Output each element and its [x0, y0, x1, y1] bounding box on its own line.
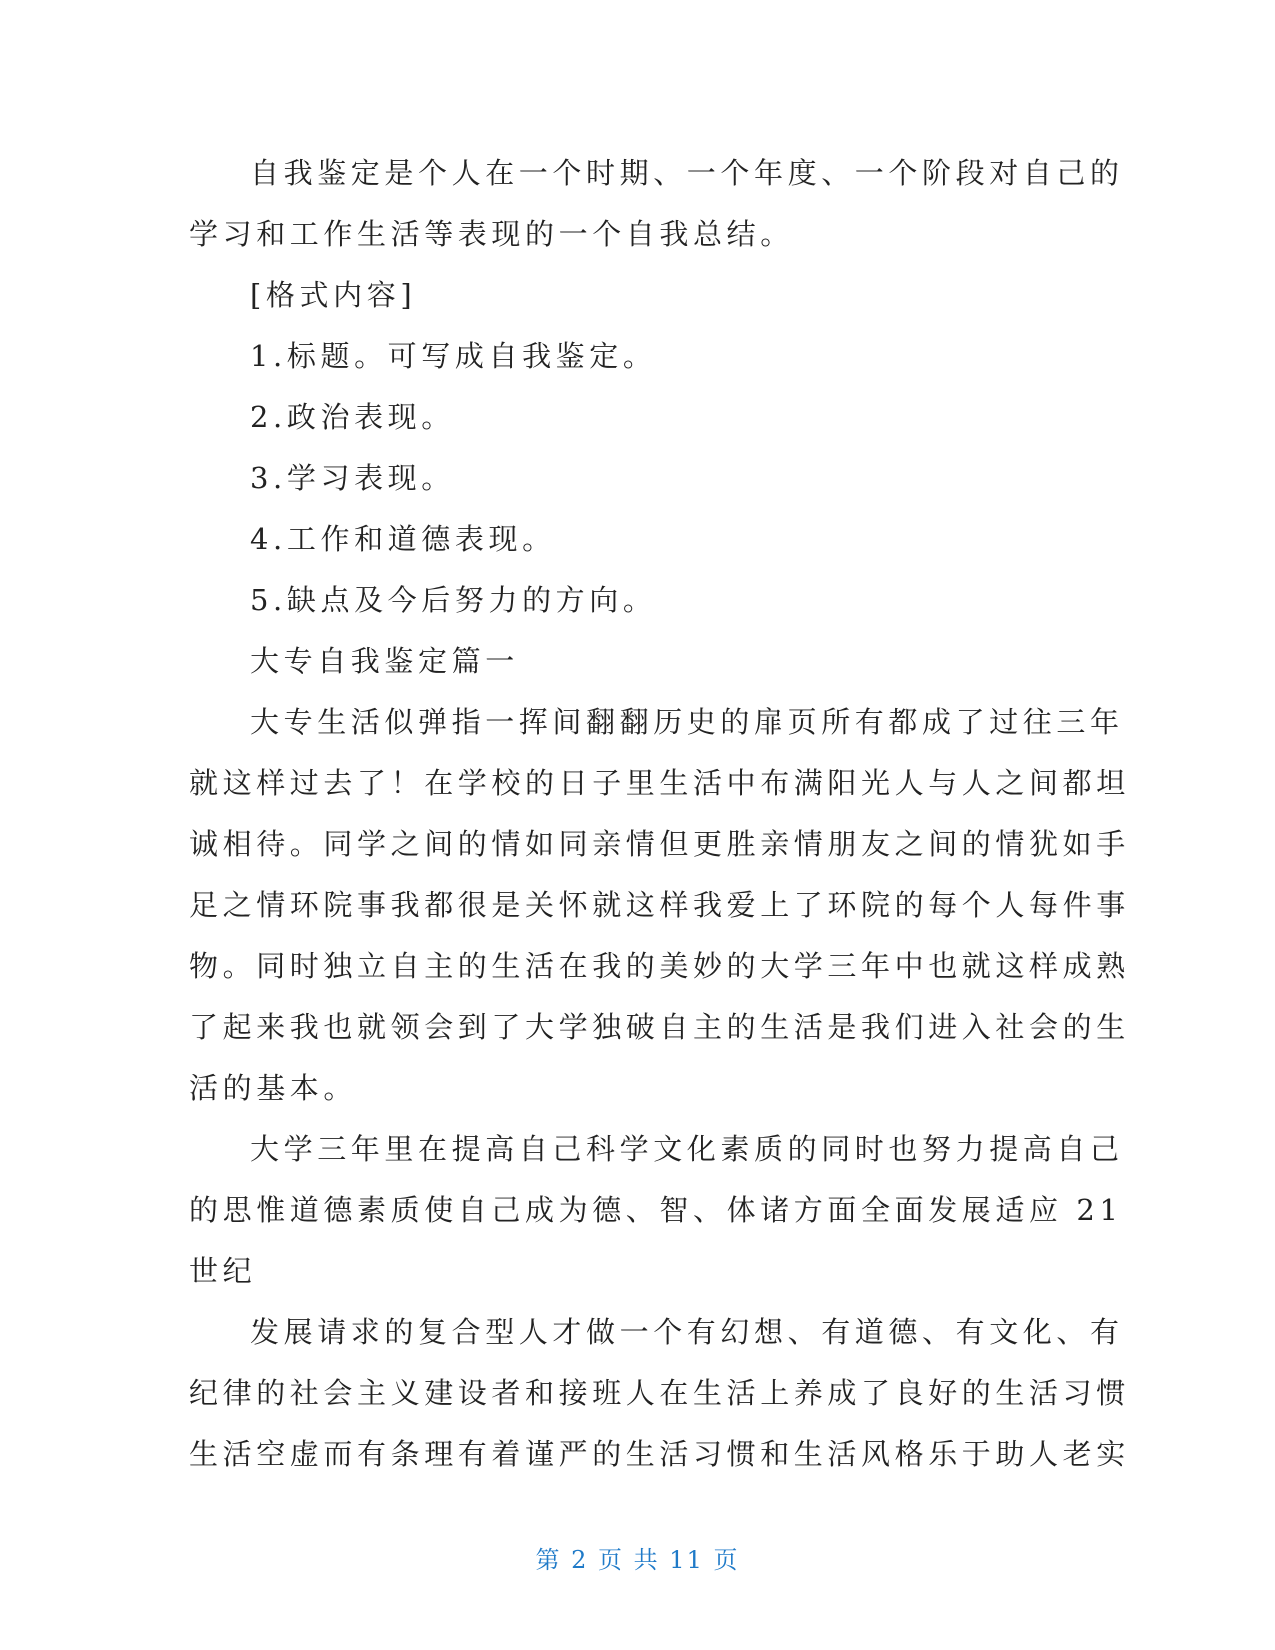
paragraph-line: 世纪 — [189, 1254, 257, 1288]
paragraph-line: 活的基本。 — [189, 1071, 358, 1105]
paragraph-line: 发展请求的复合型人才做一个有幻想、有道德、有文化、有 — [250, 1315, 1124, 1349]
paragraph-line: 纪律的社会主义建设者和接班人在生活上养成了良好的生活习惯 — [189, 1376, 1130, 1410]
paragraph-line: 了起来我也就领会到了大学独破自主的生活是我们进入社会的生 — [189, 1010, 1130, 1044]
paragraph-line: 学习和工作生活等表现的一个自我总结。 — [189, 217, 794, 251]
list-item: 3.学习表现。 — [250, 461, 455, 495]
list-item: 5.缺点及今后努力的方向。 — [250, 583, 657, 617]
section-heading: [格式内容] — [250, 278, 417, 312]
article-title: 大专自我鉴定篇一 — [250, 644, 519, 678]
paragraph-line: 大专生活似弹指一挥间翻翻历史的扉页所有都成了过往三年 — [250, 705, 1124, 739]
paragraph-line: 就这样过去了！在学校的日子里生活中布满阳光人与人之间都坦 — [189, 766, 1130, 800]
paragraph-line: 物。同时独立自主的生活在我的美妙的大学三年中也就这样成熟 — [189, 949, 1130, 983]
page-number-footer: 第 2 页 共 11 页 — [535, 1546, 740, 1574]
list-item: 2.政治表现。 — [250, 400, 455, 434]
paragraph-line: 大学三年里在提高自己科学文化素质的同时也努力提高自己 — [250, 1132, 1124, 1166]
paragraph-line: 足之情环院事我都很是关怀就这样我爱上了环院的每个人每件事 — [189, 888, 1130, 922]
paragraph-line: 生活空虚而有条理有着谨严的生活习惯和生活风格乐于助人老实 — [189, 1437, 1130, 1471]
paragraph-line: 诚相待。同学之间的情如同亲情但更胜亲情朋友之间的情犹如手 — [189, 827, 1130, 861]
document-body — [189, 143, 1130, 1485]
paragraph-line: 自我鉴定是个人在一个时期、一个年度、一个阶段对自己的 — [250, 156, 1124, 190]
paragraph-line: 的思惟道德素质使自己成为德、智、体诸方面全面发展适应 21 — [189, 1193, 1123, 1227]
list-item: 1.标题。可写成自我鉴定。 — [250, 339, 657, 373]
list-item: 4.工作和道德表现。 — [250, 522, 556, 556]
